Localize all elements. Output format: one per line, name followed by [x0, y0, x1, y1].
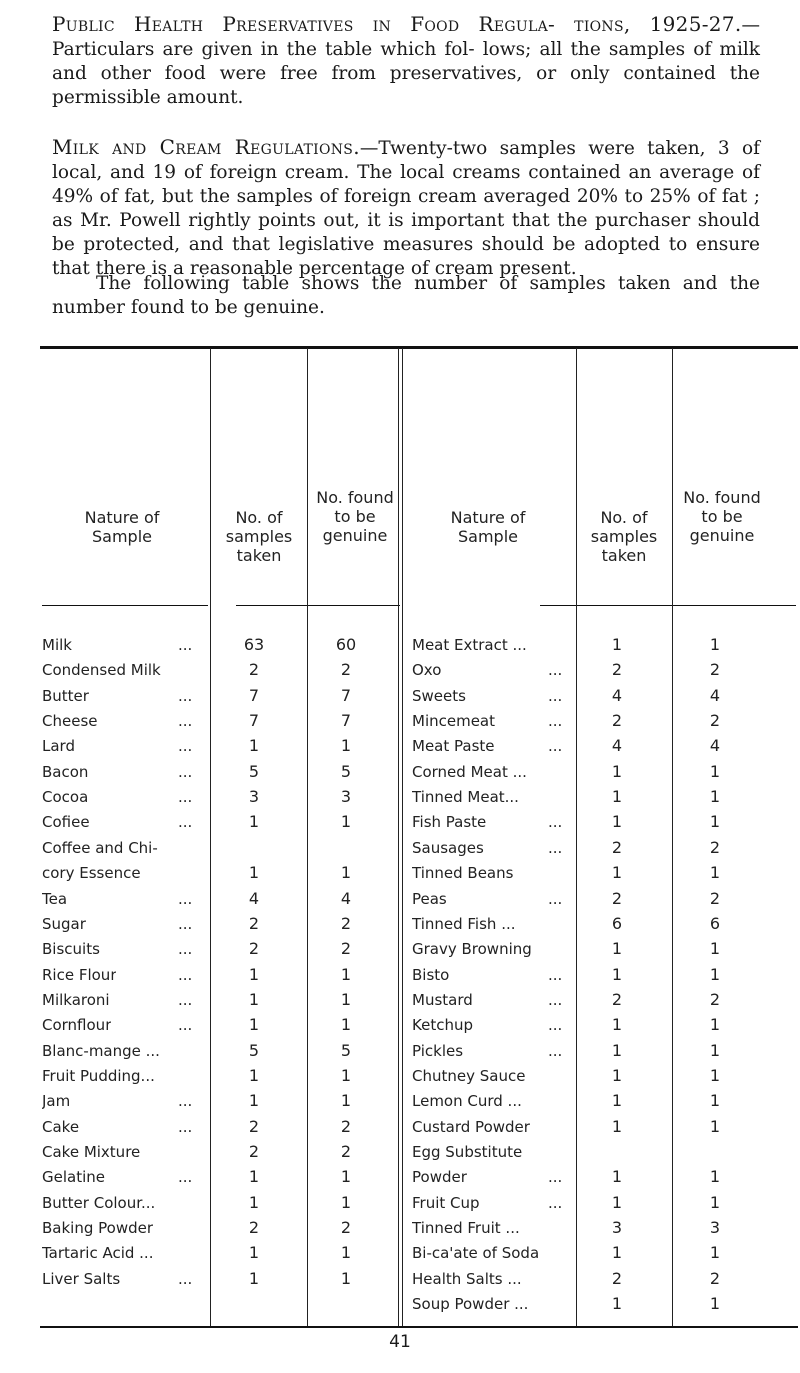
samples-taken-value: 1: [611, 1065, 623, 1085]
samples-taken-value: 4: [611, 685, 623, 705]
sample-name: Butter: [42, 686, 89, 705]
samples-taken-value: 1: [248, 1243, 260, 1263]
found-genuine-value: 7: [340, 685, 352, 705]
sample-name: Liver Salts: [42, 1269, 121, 1288]
sample-name: Coffee and Chi-: [42, 838, 158, 857]
leader-dots: ...: [178, 1269, 193, 1288]
sample-name: Fruit Pudding...: [42, 1066, 155, 1085]
sample-name: Tartaric Acid ...: [42, 1244, 154, 1263]
samples-taken-value: 1: [611, 787, 623, 807]
found-genuine-value: 1: [709, 1065, 721, 1085]
sample-name: Gelatine: [42, 1168, 105, 1187]
table-row: [0, 636, 800, 654]
leader-dots: ...: [178, 1117, 193, 1136]
leader-dots: ...: [548, 1016, 563, 1035]
table-row: [0, 1092, 800, 1110]
header-nature-of-sample: Nature of Sample: [450, 508, 526, 546]
table-intro-paragraph: The following table shows the number of samples taken and the number found to be genuine.: [52, 273, 760, 318]
found-genuine-value: 2: [709, 989, 721, 1009]
found-genuine-value: 2: [340, 660, 352, 680]
sample-name: Tinned Meat...: [412, 788, 519, 807]
found-genuine-value: 1: [340, 1091, 352, 1111]
sample-name: Meat Paste: [412, 737, 495, 756]
table-row: [0, 1067, 800, 1085]
sample-name: Health Salts ...: [412, 1269, 522, 1288]
leader-dots: ...: [178, 1092, 193, 1111]
samples-taken-value: 2: [611, 888, 623, 908]
samples-taken-value: 1: [248, 1268, 260, 1288]
sample-name: Mustard: [412, 990, 473, 1009]
found-genuine-value: 1: [709, 1015, 721, 1035]
table-row: [0, 1219, 800, 1237]
sample-name: Cocoa: [42, 788, 89, 807]
found-genuine-value: 5: [340, 761, 352, 781]
sample-name: Fish Paste: [412, 813, 487, 832]
leader-dots: ...: [548, 661, 563, 680]
sample-name: cory Essence: [42, 864, 141, 883]
samples-taken-value: 1: [611, 1192, 623, 1212]
sample-name: Blanc-mange ...: [42, 1041, 160, 1060]
sample-name: Tinned Fish ...: [412, 914, 516, 933]
leader-dots: ...: [548, 1193, 563, 1212]
preservatives-text: —Particulars are given in the table which fol- lows; all the samples of milk and other food were free from preservatives, or only contained the permissible amount.: [52, 15, 760, 108]
samples-taken-value: 1: [611, 1243, 623, 1263]
samples-taken-value: 1: [248, 863, 260, 883]
leader-dots: ...: [178, 686, 193, 705]
table-row: [0, 763, 800, 781]
leader-dots: ...: [548, 1041, 563, 1060]
leader-dots: ...: [178, 965, 193, 984]
sample-name: Tinned Beans: [412, 864, 514, 883]
sample-name: Baking Powder: [42, 1219, 154, 1238]
leader-dots: ...: [548, 965, 563, 984]
table-header-rule-right: [540, 605, 796, 606]
header-samples-taken: No. of samples taken: [225, 508, 293, 565]
table-row: [0, 890, 800, 908]
samples-taken-value: 1: [611, 964, 623, 984]
table-row: [0, 966, 800, 984]
found-genuine-value: 1: [340, 736, 352, 756]
samples-taken-value: 2: [248, 1218, 260, 1238]
leader-dots: ...: [548, 1168, 563, 1187]
found-genuine-value: 2: [709, 711, 721, 731]
samples-taken-value: 3: [611, 1218, 623, 1238]
leader-dots: ...: [178, 813, 193, 832]
samples-taken-value: 6: [611, 913, 623, 933]
samples-taken-value: 1: [611, 1167, 623, 1187]
found-genuine-value: 1: [340, 989, 352, 1009]
found-genuine-value: 2: [340, 1142, 352, 1161]
sample-name: Cheese: [42, 712, 98, 731]
found-genuine-value: 1: [709, 635, 721, 654]
sample-name: Tea: [42, 889, 68, 908]
sample-name: Jam: [42, 1092, 71, 1111]
table-row: [0, 1244, 800, 1262]
sample-name: Milkaroni: [42, 990, 110, 1009]
samples-taken-value: 1: [611, 1294, 623, 1314]
samples-taken-value: 1: [611, 863, 623, 883]
table-row: [0, 991, 800, 1009]
header-nature-of-sample: Nature of Sample: [84, 508, 160, 546]
samples-taken-value: 1: [611, 761, 623, 781]
table-row: [0, 940, 800, 958]
found-genuine-value: 1: [709, 1243, 721, 1263]
table-row: [0, 788, 800, 806]
samples-taken-value: 1: [248, 1015, 260, 1035]
samples-taken-value: 2: [611, 660, 623, 680]
samples-taken-value: 1: [611, 1040, 623, 1060]
found-genuine-value: 3: [709, 1218, 721, 1238]
samples-taken-value: 7: [248, 711, 260, 731]
leader-dots: ...: [548, 813, 563, 832]
table-header-rule-mid: [236, 605, 400, 606]
found-genuine-value: 60: [335, 635, 357, 654]
sample-name: Fruit Cup: [412, 1193, 480, 1212]
sample-name: Oxo: [412, 661, 442, 680]
found-genuine-value: 1: [709, 1294, 721, 1314]
sample-name: Meat Extract ...: [412, 636, 527, 654]
leader-dots: ...: [178, 1168, 193, 1187]
leader-dots: ...: [178, 889, 193, 908]
found-genuine-value: 2: [340, 1116, 352, 1136]
samples-taken-value: 1: [611, 635, 623, 654]
table-row: [0, 1295, 800, 1313]
leader-dots: ...: [178, 636, 193, 654]
sample-name: Mincemeat: [412, 712, 496, 731]
sample-name: Bisto: [412, 965, 450, 984]
samples-taken-value: 1: [248, 1192, 260, 1212]
sample-name: Ketchup: [412, 1016, 473, 1035]
milk-cream-heading: Milk and Cream Regulations.: [52, 135, 360, 159]
found-genuine-value: 1: [340, 1015, 352, 1035]
samples-taken-value: 5: [248, 761, 260, 781]
samples-taken-value: 4: [248, 888, 260, 908]
sample-name: Cake Mixture: [42, 1143, 141, 1161]
sample-name: Tinned Fruit ...: [412, 1219, 520, 1238]
page-number: 41: [389, 1332, 411, 1352]
found-genuine-value: 1: [340, 812, 352, 832]
samples-taken-value: 1: [248, 1167, 260, 1187]
found-genuine-value: 1: [709, 1167, 721, 1187]
table-header-rule-left: [42, 605, 208, 606]
found-genuine-value: 4: [709, 736, 721, 756]
samples-taken-value: 2: [248, 913, 260, 933]
sample-name: Powder: [412, 1168, 467, 1187]
table-row: [0, 737, 800, 755]
found-genuine-value: 2: [340, 913, 352, 933]
sample-name: Cornflour: [42, 1016, 112, 1035]
sample-name: Cofiee: [42, 813, 90, 832]
leader-dots: ...: [178, 940, 193, 959]
sample-name: Bacon: [42, 762, 89, 781]
found-genuine-value: 2: [340, 1218, 352, 1238]
samples-taken-value: 2: [248, 1142, 260, 1161]
samples-taken-value: 2: [611, 989, 623, 1009]
samples-taken-value: 1: [611, 812, 623, 832]
table-top-rule: [40, 346, 798, 349]
header-found-genuine: No. found to be genuine: [683, 488, 761, 545]
found-genuine-value: 2: [709, 660, 721, 680]
sample-name: Soup Powder ...: [412, 1295, 529, 1314]
found-genuine-value: 1: [340, 964, 352, 984]
table-row: [0, 813, 800, 831]
found-genuine-value: 2: [709, 888, 721, 908]
sample-name: Cake: [42, 1117, 80, 1136]
samples-taken-value: 2: [248, 1116, 260, 1136]
found-genuine-value: 1: [709, 761, 721, 781]
header-samples-taken: No. of samples taken: [590, 508, 658, 565]
found-genuine-value: 2: [709, 1268, 721, 1288]
table-row: [0, 1143, 800, 1161]
samples-taken-value: 1: [248, 736, 260, 756]
found-genuine-value: 1: [340, 1167, 352, 1187]
found-genuine-value: 1: [709, 964, 721, 984]
sample-name: Pickles: [412, 1041, 464, 1060]
leader-dots: ...: [178, 1016, 193, 1035]
leader-dots: ...: [548, 838, 563, 857]
table-row: [0, 1042, 800, 1060]
leader-dots: ...: [178, 712, 193, 731]
found-genuine-value: 1: [340, 1268, 352, 1288]
sample-name: Biscuits: [42, 940, 100, 959]
samples-taken-value: 1: [611, 1116, 623, 1136]
found-genuine-value: 1: [340, 1192, 352, 1212]
found-genuine-value: 6: [709, 913, 721, 933]
samples-taken-value: 1: [611, 939, 623, 959]
found-genuine-value: 1: [340, 1243, 352, 1263]
samples-taken-value: 2: [248, 939, 260, 959]
table-row: [0, 712, 800, 730]
found-genuine-value: 2: [340, 939, 352, 959]
samples-taken-value: 1: [248, 964, 260, 984]
leader-dots: ...: [548, 712, 563, 731]
found-genuine-value: 1: [709, 1040, 721, 1060]
sample-name: Lemon Curd ...: [412, 1092, 522, 1111]
table-bottom-rule: [40, 1326, 798, 1328]
sample-name: Butter Colour...: [42, 1193, 156, 1212]
found-genuine-value: 1: [340, 1065, 352, 1085]
preservatives-paragraph: [52, 12, 760, 110]
found-genuine-value: 4: [340, 888, 352, 908]
sample-name: Chutney Sauce: [412, 1066, 526, 1085]
table-row: [0, 864, 800, 882]
samples-taken-value: 3: [248, 787, 260, 807]
table-row: [0, 687, 800, 705]
leader-dots: ...: [178, 737, 193, 756]
found-genuine-value: 1: [709, 939, 721, 959]
found-genuine-value: 1: [709, 1116, 721, 1136]
samples-taken-value: 1: [248, 1091, 260, 1111]
table-row: [0, 661, 800, 679]
sample-name: Lard: [42, 737, 75, 756]
sample-name: Corned Meat ...: [412, 762, 527, 781]
sample-name: Sweets: [412, 686, 466, 705]
table-row: [0, 1168, 800, 1186]
leader-dots: ...: [178, 788, 193, 807]
found-genuine-value: 7: [340, 711, 352, 731]
samples-taken-value: 7: [248, 685, 260, 705]
table-row: [0, 1016, 800, 1034]
leader-dots: ...: [548, 990, 563, 1009]
found-genuine-value: 1: [709, 1192, 721, 1212]
samples-taken-value: 1: [248, 1065, 260, 1085]
samples-taken-value: 1: [611, 1091, 623, 1111]
header-found-genuine: No. found to be genuine: [316, 488, 394, 545]
sample-name: Condensed Milk: [42, 661, 161, 680]
samples-taken-value: 1: [611, 1015, 623, 1035]
found-genuine-value: 2: [709, 837, 721, 857]
table-row: [0, 915, 800, 933]
found-genuine-value: 4: [709, 685, 721, 705]
samples-taken-value: 1: [248, 812, 260, 832]
samples-taken-value: 63: [243, 635, 265, 654]
table-row: [0, 1270, 800, 1288]
samples-taken-value: 2: [611, 711, 623, 731]
found-genuine-value: 1: [340, 863, 352, 883]
sample-name: Milk: [42, 636, 72, 654]
table-row: [0, 839, 800, 857]
leader-dots: ...: [178, 914, 193, 933]
sample-name: Rice Flour: [42, 965, 117, 984]
found-genuine-value: 1: [709, 863, 721, 883]
leader-dots: ...: [178, 990, 193, 1009]
milk-cream-paragraph: [52, 135, 760, 281]
sample-name: Gravy Browning: [412, 940, 532, 959]
leader-dots: ...: [178, 762, 193, 781]
sample-name: Custard Powder: [412, 1117, 530, 1136]
sample-name: Sugar: [42, 914, 86, 933]
samples-taken-value: 2: [611, 837, 623, 857]
table-row: [0, 1194, 800, 1212]
leader-dots: ...: [548, 737, 563, 756]
found-genuine-value: 3: [340, 787, 352, 807]
samples-taken-value: 2: [248, 660, 260, 680]
sample-name: Bi-ca'ate of Soda: [412, 1244, 540, 1263]
leader-dots: ...: [548, 889, 563, 908]
found-genuine-value: 5: [340, 1040, 352, 1060]
sample-name: Sausages: [412, 838, 484, 857]
found-genuine-value: 1: [709, 787, 721, 807]
table-row: [0, 1118, 800, 1136]
milk-cream-text: —Twenty-two samples were taken, 3 of local, and 19 of foreign cream. The local creams contained an average of 49% of fat, but the samples of foreign cream averaged 20% to 25% of fat ; as Mr. Powell rightly points out, it is important that the purchaser should be protected, and that legislative measures should be adopted to ensure that there is a reasonable percentage of cream present.: [52, 138, 760, 279]
samples-taken-value: 2: [611, 1268, 623, 1288]
sample-name: Peas: [412, 889, 447, 908]
found-genuine-value: 1: [709, 812, 721, 832]
found-genuine-value: 1: [709, 1091, 721, 1111]
sample-name: Egg Substitute: [412, 1143, 523, 1161]
samples-taken-value: 5: [248, 1040, 260, 1060]
samples-taken-value: 4: [611, 736, 623, 756]
preservatives-heading: Public Health Preservatives in Food Regula- tions, 1925-27.: [52, 12, 742, 36]
leader-dots: ...: [548, 686, 563, 705]
samples-taken-value: 1: [248, 989, 260, 1009]
